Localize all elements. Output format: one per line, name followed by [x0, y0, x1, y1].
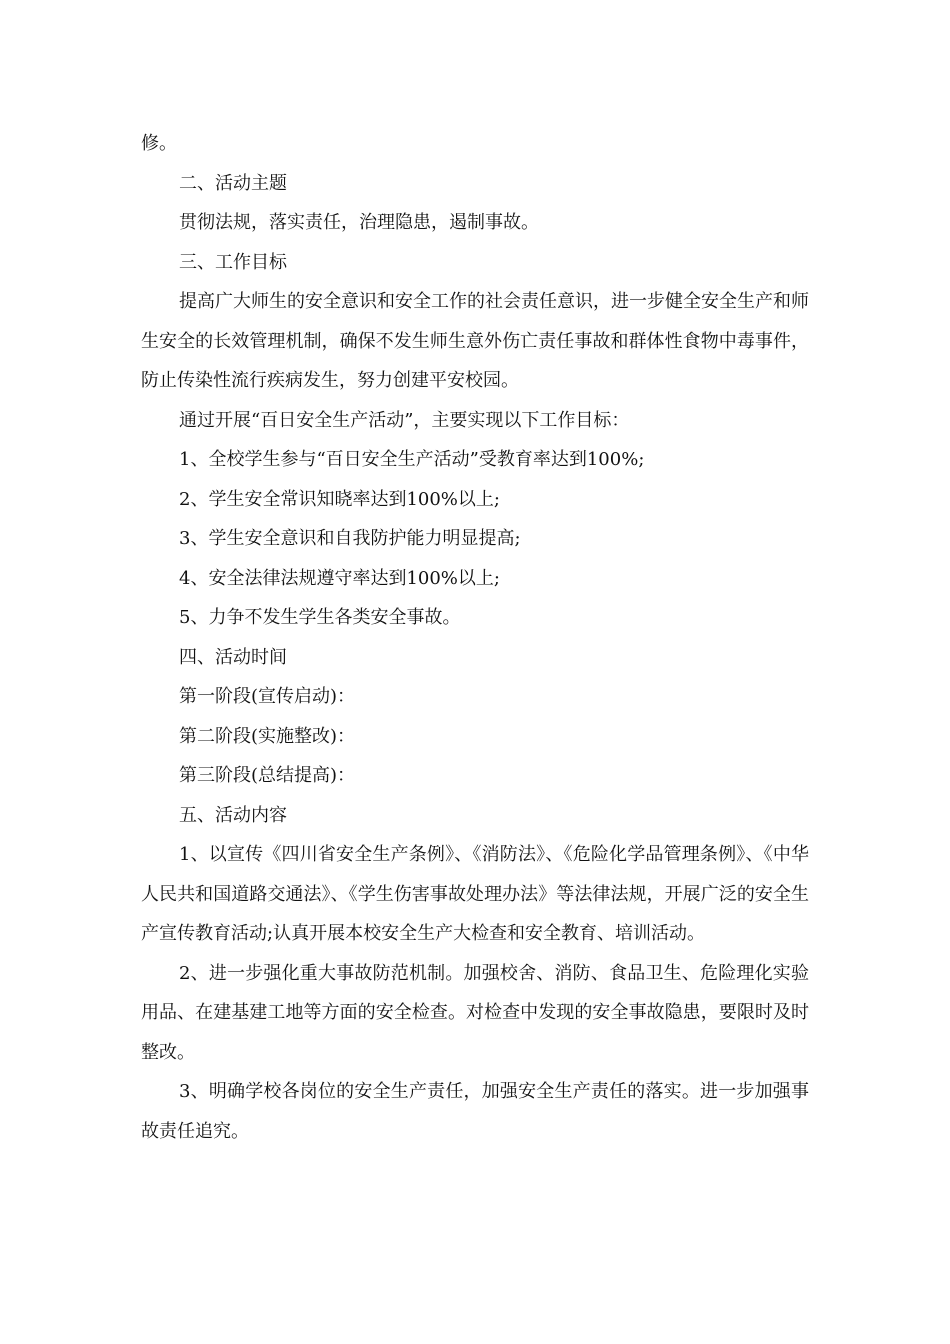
goal-item-3: 3、学生安全意识和自我防护能力明显提高;	[179, 528, 521, 549]
stage-2: 第二阶段(实施整改)：	[179, 725, 356, 747]
paragraph-continuation: 修。	[141, 133, 177, 154]
content-item-1: 1、以宣传《四川省安全生产条例》、《消防法》、《危险化学品管理条例》、《中华人民共和国道路交通法》、《学生伤害事故处理办法》等法律法规，开展广泛的安全生产宣传教育活动;认真开展本校安全生产大检查和安全教育、培训活动。	[141, 844, 809, 944]
goal-item-5: 5、力争不发生学生各类安全事故。	[179, 607, 461, 628]
paragraph-theme-content: 贯彻法规，落实责任，治理隐患，遏制事故。	[179, 212, 539, 233]
heading-activity-theme: 二、活动主题	[179, 172, 287, 194]
content-item-2: 2、进一步强化重大事故防范机制。加强校舍、消防、食品卫生、危险理化实验用品、在建基建工地等方面的安全检查。对检查中发现的安全事故隐患，要限时及时整改。	[141, 962, 809, 1063]
goal-item-4: 4、安全法律法规遵守率达到100%以上;	[179, 567, 500, 589]
heading-activity-time: 四、活动时间	[179, 646, 287, 668]
paragraph-goals-intro: 提高广大师生的安全意识和安全工作的社会责任意识，进一步健全安全生产和师生安全的长效管理机制，确保不发生师生意外伤亡责任事故和群体性食物中毒事件，防止传染性流行疾病发生，努力创建平安校园。	[141, 291, 809, 391]
goal-item-1: 1、全校学生参与“百日安全生产活动”受教育率达到100%;	[179, 449, 645, 470]
goal-item-2: 2、学生安全常识知晓率达到100%以上;	[179, 488, 500, 510]
paragraph-goals-lead: 通过开展“百日安全生产活动”，主要实现以下工作目标：	[179, 409, 630, 431]
content-item-3: 3、明确学校各岗位的安全生产责任，加强安全生产责任的落实。进一步加强事故责任追究。	[141, 1081, 809, 1142]
heading-activity-content: 五、活动内容	[179, 804, 287, 826]
heading-work-goals: 三、工作目标	[179, 251, 287, 273]
stage-3: 第三阶段(总结提高)：	[179, 765, 356, 786]
document-body	[141, 124, 809, 1151]
stage-1: 第一阶段(宣传启动)：	[179, 686, 356, 707]
